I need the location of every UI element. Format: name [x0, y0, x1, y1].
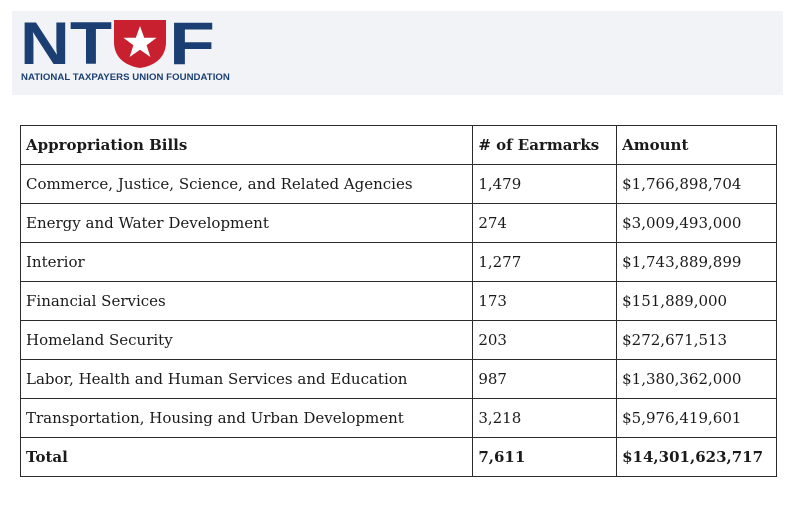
cell-earmarks: 1,277: [473, 243, 617, 282]
column-header-bills: Appropriation Bills: [21, 126, 473, 165]
column-header-earmarks: # of Earmarks: [473, 126, 617, 165]
total-amount: $14,301,623,717: [617, 438, 777, 477]
cell-bill: Interior: [21, 243, 473, 282]
cell-earmarks: 173: [473, 282, 617, 321]
logo-letters-nt: NT: [20, 18, 112, 68]
cell-bill: Energy and Water Development: [21, 204, 473, 243]
cell-earmarks: 1,479: [473, 165, 617, 204]
table-header-row: [21, 126, 777, 165]
cell-earmarks: 203: [473, 321, 617, 360]
total-label: Total: [21, 438, 473, 477]
table-row: [21, 282, 777, 321]
cell-amount: $1,743,889,899: [617, 243, 777, 282]
total-earmarks: 7,611: [473, 438, 617, 477]
cell-earmarks: 3,218: [473, 399, 617, 438]
shield-star-icon: [114, 20, 166, 68]
cell-amount: $3,009,493,000: [617, 204, 777, 243]
logo-wordmark: [20, 18, 216, 68]
column-header-amount: Amount: [617, 126, 777, 165]
total-row: [21, 438, 777, 477]
logo-subtitle: NATIONAL TAXPAYERS UNION FOUNDATION: [21, 72, 230, 83]
logo-letter-f: F: [169, 18, 215, 68]
earmarks-table: [20, 125, 777, 477]
cell-bill: Transportation, Housing and Urban Development: [21, 399, 473, 438]
table-row: [21, 243, 777, 282]
table-row: [21, 321, 777, 360]
table-row: [21, 360, 777, 399]
cell-amount: $272,671,513: [617, 321, 777, 360]
cell-bill: Labor, Health and Human Services and Education: [21, 360, 473, 399]
cell-amount: $151,889,000: [617, 282, 777, 321]
cell-amount: $5,976,419,601: [617, 399, 777, 438]
table-row: [21, 204, 777, 243]
cell-amount: $1,766,898,704: [617, 165, 777, 204]
cell-bill: Commerce, Justice, Science, and Related Agencies: [21, 165, 473, 204]
cell-bill: Homeland Security: [21, 321, 473, 360]
cell-earmarks: 274: [473, 204, 617, 243]
table-row: [21, 399, 777, 438]
cell-amount: $1,380,362,000: [617, 360, 777, 399]
ntuf-logo[interactable]: [20, 18, 230, 88]
cell-earmarks: 987: [473, 360, 617, 399]
cell-bill: Financial Services: [21, 282, 473, 321]
table-row: [21, 165, 777, 204]
